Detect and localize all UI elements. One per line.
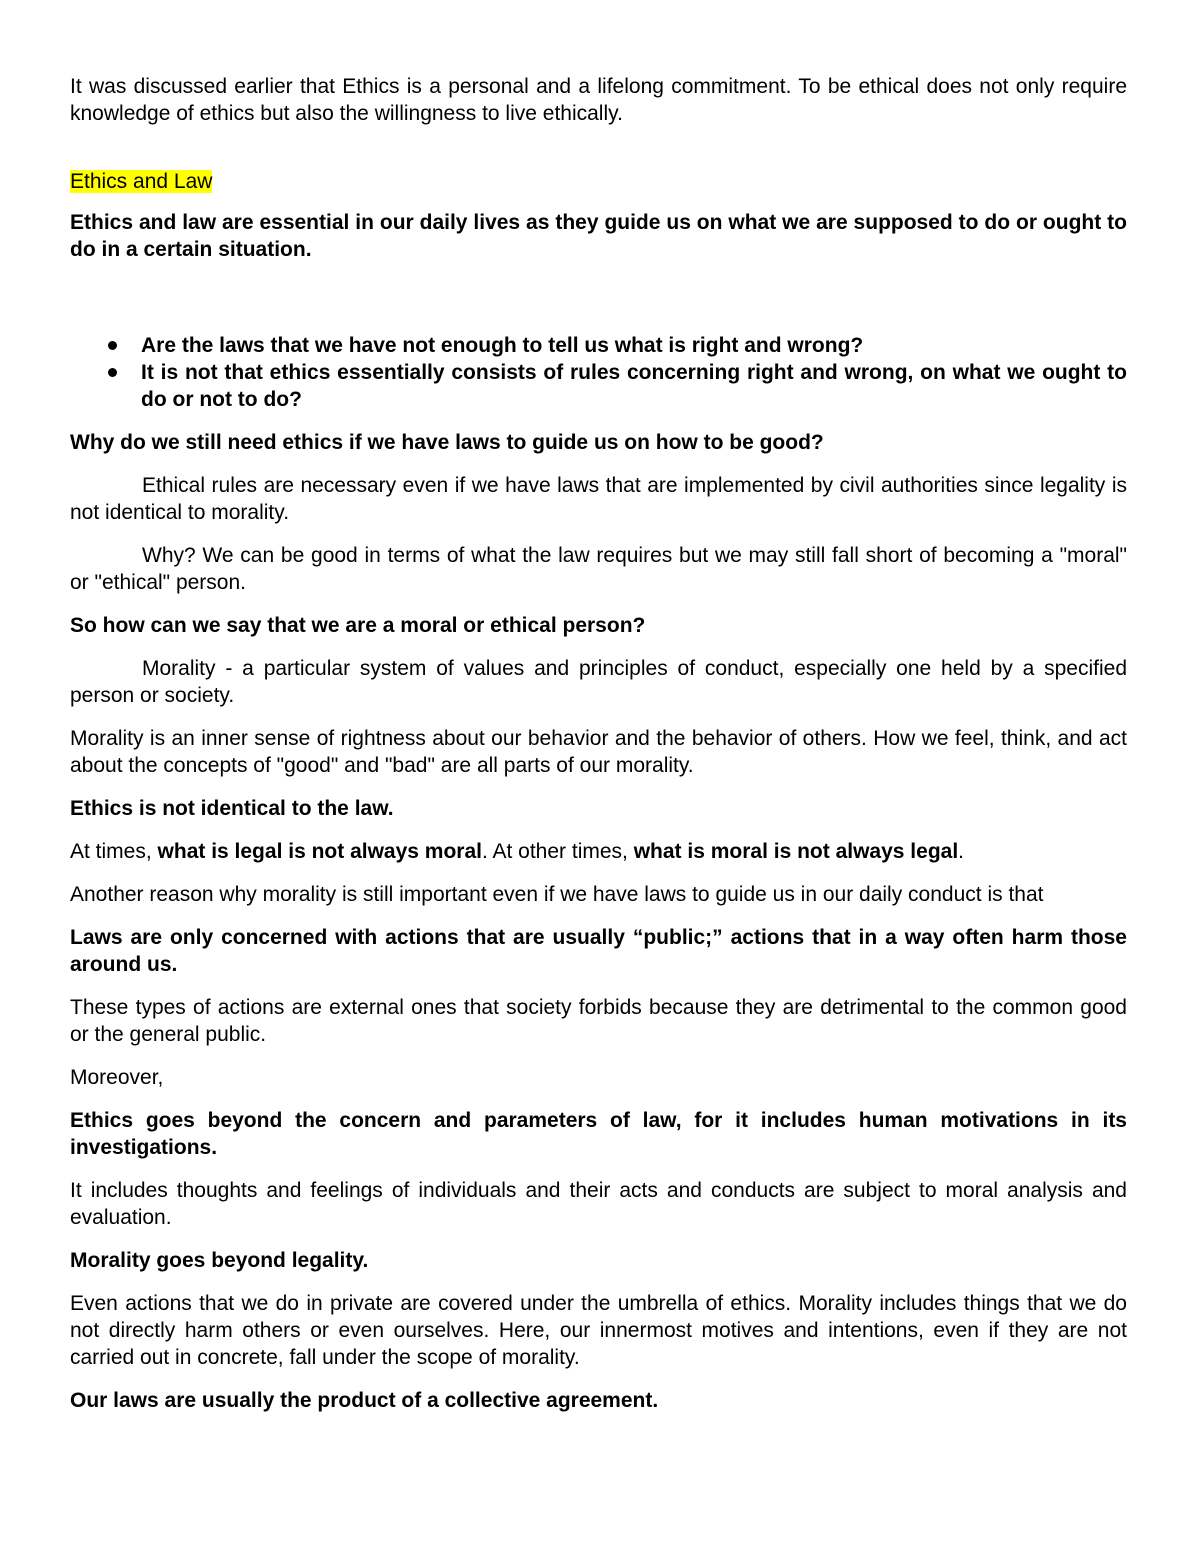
moral-not-legal-emphasis: what is moral is not always legal [633, 840, 959, 863]
how-say-moral-question: So how can we say that we are a moral or ethical person? [70, 614, 646, 637]
list-item [70, 359, 1127, 413]
moreover-text: Moreover, [70, 1066, 164, 1089]
morality-inner-sense-paragraph: Morality is an inner sense of rightness about our behavior and the behavior of others. How we feel, think, and act about the concepts of "good" and "bad" are all parts of our morality. [70, 727, 1127, 777]
another-reason-paragraph: Another reason why morality is still important even if we have laws to guide us in our daily conduct is that [70, 883, 1044, 906]
thoughts-feelings-paragraph: It includes thoughts and feelings of individuals and their acts and conducts are subject to moral analysis and evaluation. [70, 1179, 1127, 1229]
list-item-text: It is not that ethics essentially consists of rules concerning right and wrong, on what we ought to do or not to do? [141, 361, 1127, 411]
laws-public-statement: Laws are only concerned with actions that are usually “public;” actions that in a way often harm those around us. [70, 926, 1127, 976]
morality-beyond-legality-heading: Morality goes beyond legality. [70, 1249, 369, 1272]
collective-agreement-statement: Our laws are usually the product of a collective agreement. [70, 1389, 659, 1412]
types-of-actions-paragraph: These types of actions are external ones that society forbids because they are detrimental to the common good or the general public. [70, 996, 1127, 1046]
text-segment: . At other times, [481, 840, 634, 863]
text-segment: At times, [70, 840, 158, 863]
legal-moral-paragraph [70, 838, 1127, 865]
morality-definition-paragraph: Morality - a particular system of values and principles of conduct, especially one held by a specified person or society. [70, 657, 1127, 707]
ethical-rules-paragraph: Ethical rules are necessary even if we have laws that are implemented by civil authorities since legality is not identical to morality. [70, 474, 1127, 524]
list-item-text: Are the laws that we have not enough to tell us what is right and wrong? [141, 334, 864, 357]
ethics-beyond-statement: Ethics goes beyond the concern and parameters of law, for it includes human motivations in its investigations. [70, 1109, 1127, 1159]
ethics-law-statement: Ethics and law are essential in our daily lives as they guide us on what we are supposed to do or ought to do in a certain situation. [70, 211, 1127, 261]
legal-not-moral-emphasis: what is legal is not always moral [157, 840, 482, 863]
document-page [70, 73, 1127, 1430]
why-good-paragraph: Why? We can be good in terms of what the law requires but we may still fall short of becoming a "moral" or "ethical" person. [70, 544, 1127, 594]
question-list [70, 332, 1127, 413]
ethics-not-identical-heading: Ethics is not identical to the law. [70, 797, 394, 820]
section-heading-text: Ethics and Law [70, 170, 213, 193]
bullet-icon [108, 341, 117, 350]
why-need-ethics-question: Why do we still need ethics if we have laws to guide us on how to be good? [70, 431, 824, 454]
list-item [70, 332, 1127, 359]
bullet-icon [108, 368, 117, 377]
private-actions-paragraph: Even actions that we do in private are covered under the umbrella of ethics. Morality includes things that we do not directly harm others or even ourselves. Here, our innermost motives and intentions, even if they are not carried out in concrete, fall under the scope of morality. [70, 1292, 1127, 1369]
intro-paragraph: It was discussed earlier that Ethics is a personal and a lifelong commitment. To be ethical does not only require knowledge of ethics but also the willingness to live ethically. [70, 75, 1127, 125]
section-heading [70, 168, 1127, 195]
text-segment: . [958, 840, 965, 863]
